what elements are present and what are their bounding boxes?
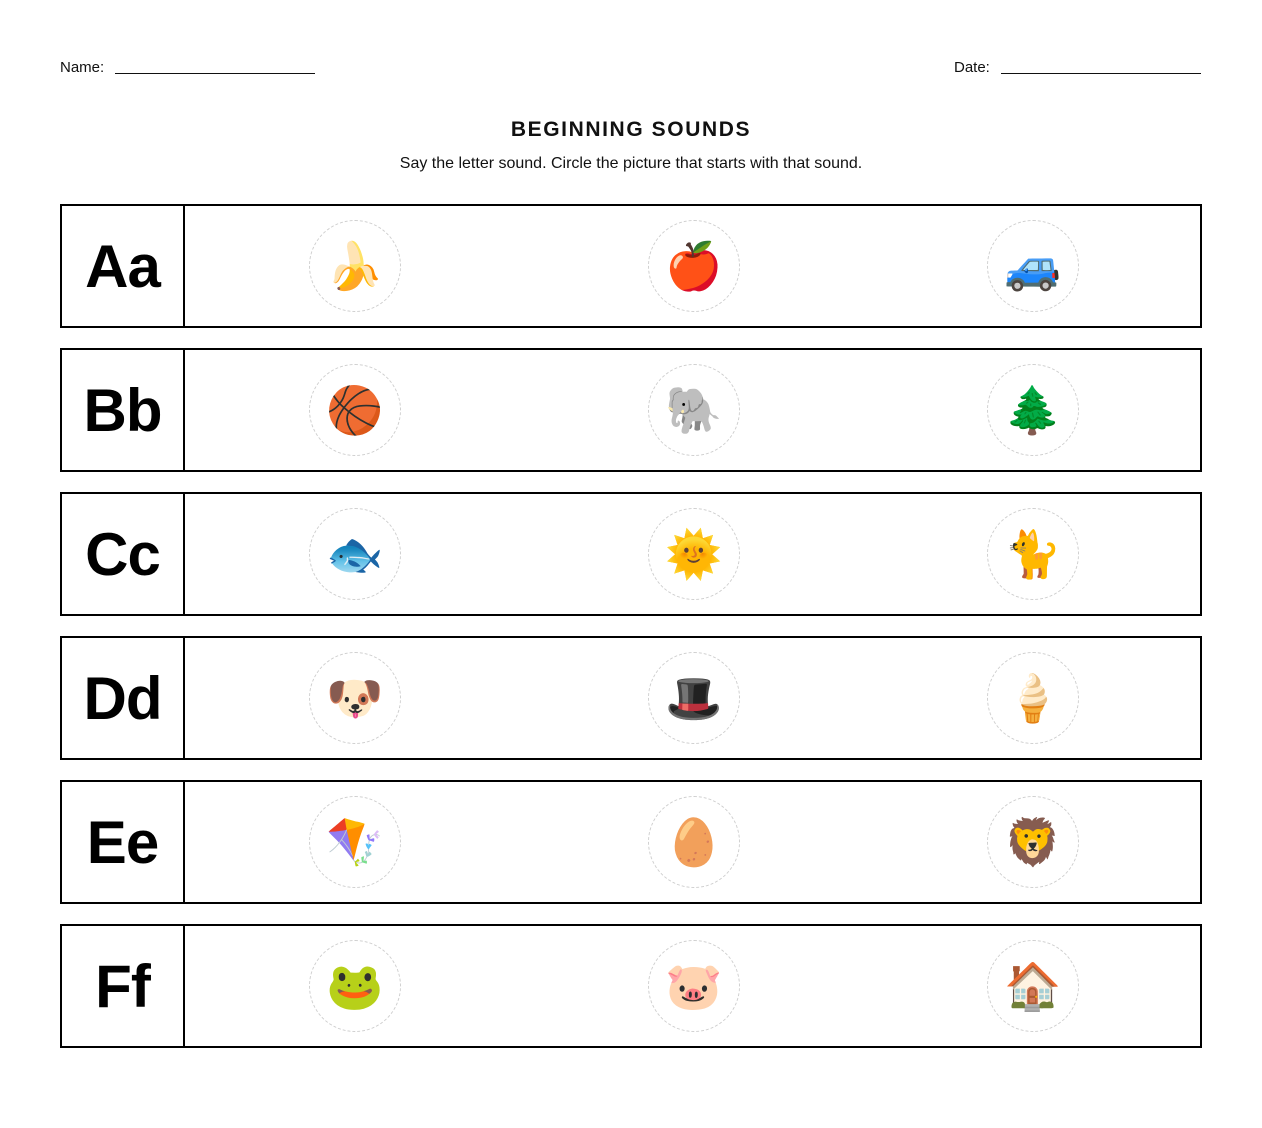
picture-choices	[185, 206, 1200, 326]
picture-choices	[185, 926, 1200, 1046]
lion-icon[interactable]: 🦁	[987, 796, 1079, 888]
letter-row-b	[60, 348, 1202, 472]
letter-row-c	[60, 492, 1202, 616]
pig-icon[interactable]: 🐷	[648, 940, 740, 1032]
basketball-icon[interactable]: 🏀	[309, 364, 401, 456]
letter-rows	[60, 204, 1202, 1068]
car-icon[interactable]: 🚙	[987, 220, 1079, 312]
picture-choices	[185, 638, 1200, 758]
worksheet-title: BEGINNING SOUNDS	[510, 118, 752, 141]
apple-icon[interactable]: 🍎	[648, 220, 740, 312]
date-field-group	[954, 58, 1201, 78]
letter-label: Aa	[62, 206, 185, 326]
letter-label: Dd	[62, 638, 185, 758]
letter-row-f	[60, 924, 1202, 1048]
top-hat-icon[interactable]: 🎩	[648, 652, 740, 744]
name-field-group	[60, 58, 315, 78]
letter-label: Cc	[62, 494, 185, 614]
cat-icon[interactable]: 🐈	[987, 508, 1079, 600]
picture-choices	[185, 782, 1200, 902]
dog-icon[interactable]: 🐶	[309, 652, 401, 744]
name-blank-line[interactable]	[115, 59, 315, 74]
picture-choices	[185, 350, 1200, 470]
frog-icon[interactable]: 🐸	[309, 940, 401, 1032]
letter-row-e	[60, 780, 1202, 904]
elephant-icon[interactable]: 🐘	[648, 364, 740, 456]
letter-row-d	[60, 636, 1202, 760]
date-label: Date:	[954, 59, 990, 76]
letter-label: Ff	[62, 926, 185, 1046]
ice-cream-icon[interactable]: 🍦	[987, 652, 1079, 744]
letter-label: Bb	[62, 350, 185, 470]
egg-icon[interactable]: 🥚	[648, 796, 740, 888]
banana-icon[interactable]: 🍌	[309, 220, 401, 312]
letter-row-a	[60, 204, 1202, 328]
letter-label: Ee	[62, 782, 185, 902]
fish-icon[interactable]: 🐟	[309, 508, 401, 600]
worksheet-instructions: Say the letter sound. Circle the picture that starts with that sound.	[399, 155, 863, 172]
name-label: Name:	[60, 59, 105, 76]
tree-icon[interactable]: 🌲	[987, 364, 1079, 456]
picture-choices	[185, 494, 1200, 614]
kite-icon[interactable]: 🪁	[309, 796, 401, 888]
date-blank-line[interactable]	[1001, 59, 1201, 74]
house-icon[interactable]: 🏠	[987, 940, 1079, 1032]
sun-icon[interactable]: 🌞	[648, 508, 740, 600]
